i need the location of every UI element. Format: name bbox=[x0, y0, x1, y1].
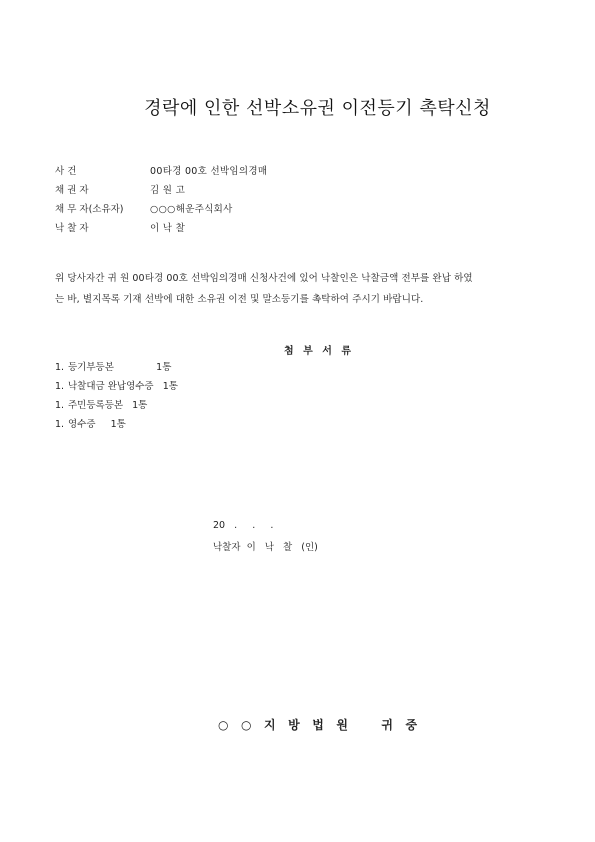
info-value: 김 원 고 bbox=[150, 185, 186, 196]
info-value: ○○○해운주식회사 bbox=[150, 204, 233, 215]
info-label: 낙 찰 자 bbox=[55, 223, 89, 234]
attachments-list bbox=[55, 358, 178, 434]
attachment-number: 1. bbox=[55, 362, 65, 373]
info-row-case bbox=[55, 162, 267, 181]
body-line: 는 바, 별지목록 기재 선박에 대한 소유권 이전 및 말소등기를 촉탁하여 주시기 바랍니다. bbox=[55, 294, 424, 305]
attachment-number: 1. bbox=[55, 419, 65, 430]
attachment-number: 1. bbox=[55, 381, 65, 392]
request-body bbox=[55, 268, 535, 310]
info-label: 채 무 자(소유자) bbox=[55, 204, 124, 215]
info-row-debtor bbox=[55, 200, 267, 219]
attachment-count: 1통 bbox=[156, 362, 172, 373]
info-value: 이 낙 찰 bbox=[150, 223, 186, 234]
attachment-item bbox=[55, 358, 178, 377]
attachment-name: 등기부등본 bbox=[68, 362, 157, 373]
court-addressee: ○ ○ 지 방 법 원 귀 중 bbox=[217, 718, 418, 732]
attachment-name: 주민등록등본 bbox=[68, 400, 133, 411]
attachment-number: 1. bbox=[55, 400, 65, 411]
signer-line: 낙찰자 이 낙 찰 (인) bbox=[213, 542, 318, 553]
case-info bbox=[55, 162, 267, 238]
info-label: 사 건 bbox=[55, 166, 77, 177]
attachment-name: 영수증 bbox=[68, 419, 111, 430]
attachment-item bbox=[55, 396, 178, 415]
info-value: 00타경 00호 선박임의경매 bbox=[150, 166, 268, 177]
attachment-count: 1통 bbox=[110, 419, 126, 430]
attachment-name: 낙찰대금 완납영수증 bbox=[68, 381, 163, 392]
document-title: 경락에 인한 선박소유권 이전등기 촉탁신청 bbox=[144, 98, 491, 119]
date-line: 20 . . . bbox=[213, 520, 274, 531]
info-row-creditor bbox=[55, 181, 267, 200]
attachment-item bbox=[55, 415, 178, 434]
attachment-item bbox=[55, 377, 178, 396]
info-row-bidder bbox=[55, 219, 267, 238]
attachments-heading: 첨 부 서 류 bbox=[283, 346, 352, 357]
attachment-count: 1통 bbox=[162, 381, 178, 392]
attachment-count: 1통 bbox=[132, 400, 148, 411]
body-line: 위 당사자간 귀 원 00타경 00호 선박임의경매 신청사건에 있어 낙찰인은 낙찰금액 전부를 완납 하였 bbox=[55, 273, 473, 284]
info-label: 채 권 자 bbox=[55, 185, 89, 196]
